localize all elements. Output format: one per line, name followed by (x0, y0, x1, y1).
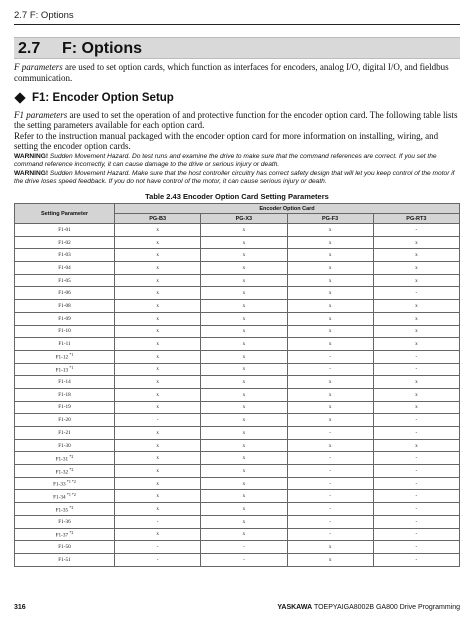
support-cell: x (201, 388, 287, 401)
support-cell: - (373, 503, 459, 516)
support-cell: x (201, 439, 287, 452)
support-cell: x (115, 477, 201, 490)
table-row (15, 465, 460, 478)
warning-2-label: WARNING! (14, 170, 49, 177)
support-cell: x (287, 553, 373, 566)
support-cell: x (373, 388, 459, 401)
support-cell: x (115, 503, 201, 516)
table-row (15, 439, 460, 452)
warnings (14, 153, 460, 187)
support-cell: x (115, 236, 201, 249)
table-row (15, 401, 460, 414)
support-cell: x (201, 477, 287, 490)
param-cell (15, 376, 115, 389)
param-name: F1-03 (58, 252, 71, 259)
param-cell (15, 312, 115, 325)
support-cell: - (287, 427, 373, 440)
param-note: *1 *2 (66, 491, 76, 497)
support-cell: - (373, 287, 459, 300)
table-row (15, 414, 460, 427)
support-cell: x (287, 338, 373, 351)
param-cell (15, 224, 115, 237)
support-cell: x (287, 287, 373, 300)
param-name: F1-02 (58, 239, 71, 246)
table-row (15, 490, 460, 503)
footer-brand: YASKAWA (277, 604, 313, 611)
param-cell (15, 262, 115, 275)
param-name: F1-21 (58, 429, 71, 436)
support-cell: x (115, 300, 201, 313)
param-cell (15, 528, 115, 541)
diamond-bullet-icon (14, 92, 25, 103)
support-cell: x (287, 388, 373, 401)
support-cell: x (201, 236, 287, 249)
support-cell: x (201, 490, 287, 503)
table-row (15, 350, 460, 363)
table-row (15, 363, 460, 376)
param-cell (15, 363, 115, 376)
support-cell: x (287, 300, 373, 313)
support-cell: - (115, 553, 201, 566)
param-name: F1-20 (58, 417, 71, 424)
support-cell: x (115, 401, 201, 414)
param-cell (15, 325, 115, 338)
param-note: *1 (69, 365, 74, 371)
param-name: F1-09 (58, 315, 71, 322)
support-cell: x (373, 338, 459, 351)
param-cell (15, 503, 115, 516)
table-row (15, 477, 460, 490)
support-cell: x (115, 427, 201, 440)
support-cell: - (373, 477, 459, 490)
encoder-option-table (14, 203, 460, 567)
support-cell: x (287, 401, 373, 414)
table-row (15, 287, 460, 300)
support-cell: - (373, 427, 459, 440)
warning-1 (14, 153, 460, 169)
running-header: 2.7 F: Options (14, 10, 460, 25)
support-cell: x (115, 224, 201, 237)
support-cell: x (201, 414, 287, 427)
param-cell (15, 452, 115, 465)
col-header-setting-parameter: Setting Parameter (15, 204, 115, 224)
param-cell (15, 553, 115, 566)
support-cell: x (115, 287, 201, 300)
support-cell: x (201, 287, 287, 300)
param-name: F1-50 (58, 544, 71, 551)
table-row (15, 300, 460, 313)
support-cell: x (373, 249, 459, 262)
table-row (15, 236, 460, 249)
param-cell (15, 541, 115, 554)
param-cell (15, 338, 115, 351)
support-cell: x (115, 490, 201, 503)
param-cell (15, 287, 115, 300)
param-name: F1-05 (58, 277, 71, 284)
table-row (15, 427, 460, 440)
support-cell: x (201, 300, 287, 313)
support-cell: - (287, 503, 373, 516)
support-cell: - (201, 553, 287, 566)
support-cell: x (115, 325, 201, 338)
footer-doc-text: TOEPYAIGA8002B GA800 Drive Programming (312, 604, 460, 611)
support-cell: x (287, 325, 373, 338)
param-cell (15, 249, 115, 262)
param-name: F1-32 (55, 469, 69, 476)
table-caption: Table 2.43 Encoder Option Card Setting Parameters (145, 192, 329, 201)
param-note: *2 (69, 529, 74, 535)
param-name: F1-51 (58, 556, 71, 563)
param-name: F1-30 (58, 442, 71, 449)
table-row (15, 553, 460, 566)
body-p1-text: are used to set the operation of and protective function for the encoder option card. The following table lists the setting parameters available for each option card. (14, 110, 458, 131)
col-header-card: PG-B3 (115, 214, 201, 224)
param-cell (15, 414, 115, 427)
param-cell (15, 274, 115, 287)
support-cell: - (287, 515, 373, 528)
support-cell: x (373, 325, 459, 338)
param-name: F1-31 (55, 456, 69, 463)
body-paragraph-1 (14, 110, 460, 131)
support-cell: x (201, 515, 287, 528)
support-cell: x (287, 249, 373, 262)
table-row (15, 388, 460, 401)
table-row (15, 312, 460, 325)
param-name: F1-34 (53, 494, 66, 501)
support-cell: x (115, 363, 201, 376)
param-cell (15, 300, 115, 313)
support-cell: - (287, 528, 373, 541)
intro-term: F parameters (14, 62, 63, 72)
support-cell: - (287, 465, 373, 478)
intro-paragraph (14, 62, 460, 83)
param-note: *1 *2 (66, 479, 76, 485)
support-cell: - (373, 465, 459, 478)
support-cell: - (115, 541, 201, 554)
support-cell: - (373, 515, 459, 528)
param-cell (15, 490, 115, 503)
support-cell: x (115, 528, 201, 541)
support-cell: x (287, 376, 373, 389)
support-cell: x (201, 224, 287, 237)
support-cell: x (201, 338, 287, 351)
support-cell: x (287, 414, 373, 427)
support-cell: x (201, 376, 287, 389)
support-cell: x (201, 465, 287, 478)
param-note: *1 (69, 352, 74, 358)
document-id (277, 604, 460, 611)
support-cell: x (115, 452, 201, 465)
support-cell: - (287, 350, 373, 363)
table-row (15, 224, 460, 237)
table-row (15, 376, 460, 389)
support-cell: x (287, 274, 373, 287)
support-cell: x (201, 503, 287, 516)
col-header-card: PG-X3 (201, 214, 287, 224)
support-cell: x (115, 312, 201, 325)
support-cell: - (373, 224, 459, 237)
param-name: F1-08 (58, 302, 71, 309)
table-row (15, 262, 460, 275)
subsection-heading (14, 92, 174, 104)
support-cell: x (201, 452, 287, 465)
support-cell: x (201, 528, 287, 541)
param-name: F1-12 (55, 355, 69, 362)
table-row (15, 503, 460, 516)
param-note: *2 (69, 453, 74, 459)
support-cell: x (373, 274, 459, 287)
support-cell: x (115, 388, 201, 401)
param-name: F1-13 (55, 367, 69, 374)
body-term: F1 parameters (14, 110, 68, 120)
support-cell: x (373, 262, 459, 275)
table-body (15, 224, 460, 567)
body-paragraph-2: Refer to the instruction manual packaged with the encoder option card for more information on installing, wiring, and setting the encoder option cards. (14, 130, 439, 151)
support-cell: x (115, 249, 201, 262)
support-cell: - (373, 541, 459, 554)
support-cell: x (201, 427, 287, 440)
support-cell: - (115, 414, 201, 427)
param-cell (15, 465, 115, 478)
param-name: F1-01 (58, 226, 71, 233)
param-cell (15, 427, 115, 440)
param-cell (15, 477, 115, 490)
warning-1-text: Sudden Movement Hazard. Do test runs and examine the drive to make sure that the command references are correct. If you set the command reference incorrectly, it can cause damage to the drive or serious injury or death. (14, 153, 437, 168)
table-row (15, 515, 460, 528)
subsection-title: F1: Encoder Option Setup (32, 92, 174, 104)
param-name: F1-06 (58, 290, 71, 297)
support-cell: x (373, 312, 459, 325)
param-name: F1-14 (58, 379, 71, 386)
param-cell (15, 388, 115, 401)
support-cell: x (373, 439, 459, 452)
support-cell: x (201, 363, 287, 376)
support-cell: x (201, 325, 287, 338)
table-row (15, 338, 460, 351)
param-cell (15, 401, 115, 414)
param-name: F1-11 (58, 341, 71, 348)
support-cell: x (287, 224, 373, 237)
support-cell: x (115, 338, 201, 351)
warning-1-label: WARNING! (14, 153, 49, 160)
support-cell: x (287, 312, 373, 325)
support-cell: x (115, 262, 201, 275)
support-cell: x (287, 439, 373, 452)
support-cell: x (201, 274, 287, 287)
warning-2-text: Sudden Movement Hazard. Make sure that the host controller circuitry has correct safety design that will let you keep control of the motor if the drive loses speed feedback. If you do not have control of the motor, it can cause serious injury or death. (14, 170, 455, 185)
param-name: F1-04 (58, 264, 71, 271)
support-cell: - (373, 414, 459, 427)
table-row (15, 325, 460, 338)
table-row (15, 541, 460, 554)
page-number: 316 (14, 604, 26, 611)
support-cell: - (287, 477, 373, 490)
section-banner (14, 37, 460, 59)
support-cell: - (201, 541, 287, 554)
param-cell (15, 515, 115, 528)
support-cell: - (115, 515, 201, 528)
support-cell: x (373, 300, 459, 313)
support-cell: x (373, 401, 459, 414)
support-cell: x (201, 401, 287, 414)
table-row (15, 528, 460, 541)
support-cell: - (373, 452, 459, 465)
support-cell: x (287, 541, 373, 554)
param-cell (15, 350, 115, 363)
support-cell: - (287, 452, 373, 465)
section-number: 2.7 (18, 40, 41, 57)
table-row (15, 274, 460, 287)
support-cell: x (287, 236, 373, 249)
support-cell: - (373, 553, 459, 566)
intro-text: are used to set option cards, which function as interfaces for encoders, analog I/O, digital I/O, and fieldbus communication. (14, 62, 449, 83)
support-cell: - (373, 363, 459, 376)
support-cell: x (201, 312, 287, 325)
support-cell: x (201, 249, 287, 262)
warning-2 (14, 170, 460, 186)
support-cell: x (373, 236, 459, 249)
support-cell: - (373, 350, 459, 363)
col-header-card: PG-F3 (287, 214, 373, 224)
param-cell (15, 439, 115, 452)
support-cell: x (115, 439, 201, 452)
support-cell: x (201, 262, 287, 275)
param-note: *2 (69, 504, 74, 510)
support-cell: x (373, 376, 459, 389)
support-cell: - (373, 528, 459, 541)
param-name: F1-37 (55, 532, 69, 539)
param-name: F1-19 (58, 404, 71, 411)
table-row (15, 452, 460, 465)
param-name: F1-10 (58, 328, 71, 335)
param-name: F1-35 (55, 507, 69, 514)
support-cell: - (287, 490, 373, 503)
col-header-group: Encoder Option Card (115, 204, 460, 214)
subsection-body (14, 110, 460, 151)
param-cell (15, 236, 115, 249)
support-cell: - (373, 490, 459, 503)
support-cell: x (115, 350, 201, 363)
col-header-card: PG-RT3 (373, 214, 459, 224)
param-name: F1-18 (58, 391, 71, 398)
param-name: F1-33 (53, 481, 66, 488)
support-cell: x (201, 350, 287, 363)
param-name: F1-36 (58, 518, 71, 525)
param-note: *2 (69, 466, 74, 472)
support-cell: x (115, 274, 201, 287)
section-title: F: Options (62, 40, 142, 57)
support-cell: x (287, 262, 373, 275)
support-cell: x (115, 376, 201, 389)
support-cell: - (287, 363, 373, 376)
table-row (15, 249, 460, 262)
support-cell: x (115, 465, 201, 478)
